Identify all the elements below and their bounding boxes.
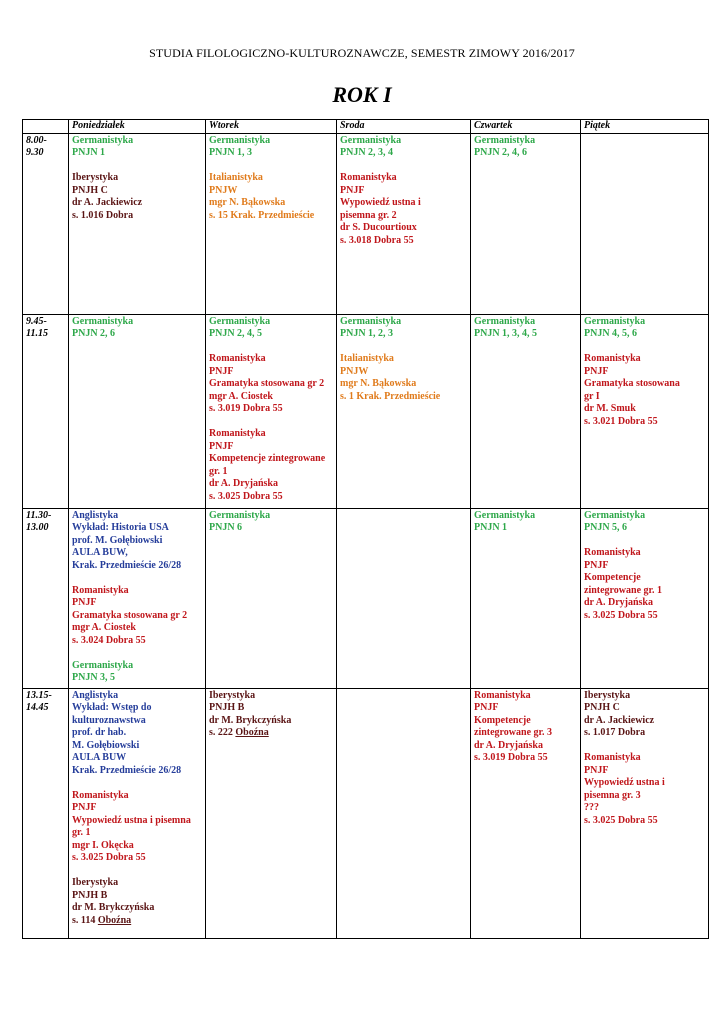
course-line: dr A. Jackiewicz [72,197,143,208]
class-cell [206,508,337,688]
course-line: Wykład: Wstęp do [72,702,152,713]
course-line: dr M. Brykczyńska [72,902,155,913]
class-cell [69,508,206,688]
day-header: Środa [337,120,471,134]
course-line: pisemna gr. 3 [584,789,641,801]
course-line: s. 1.017 Dobra [584,727,646,738]
course-line: prof. M. Gołębiowski [72,534,163,546]
course-line: Iberystyka [584,689,631,701]
class-cell [471,508,581,688]
course-line: Romanistyka [72,584,129,596]
course-line: dr A. Dryjańska [209,478,278,489]
class-cell [206,314,337,508]
course-line: kulturoznawstwa [72,714,146,726]
course-line: PNJN 2, 6 [72,328,116,339]
course-block [209,172,333,222]
course-line: pisemna gr. 2 [340,209,397,221]
class-cell [69,688,206,938]
course-line: s. 3.024 Dobra 55 [72,634,146,646]
course-block [584,690,705,740]
document-header: STUDIA FILOLOGICZNO-KULTUROZNAWCZE, SEMESTR ZIMOWY 2016/2017 [149,46,575,60]
course-line: PNJN 2, 4, 5 [209,328,263,339]
course-line: Germanistyka [474,134,536,146]
course-line: Krak. Przedmieście 26/28 [72,764,182,776]
course-line: s. 3.025 Dobra 55 [209,490,283,502]
course-block [474,316,577,341]
time-slot-label: 13.15- [26,689,52,701]
class-cell [581,508,709,688]
day-header: Piątek [581,120,709,134]
course-line: Wypowiedź ustna i pisemna [72,814,191,826]
course-line: Germanistyka [474,509,536,521]
course-line: mgr A. Ciostek [72,622,136,633]
time-slot-cell [23,133,69,314]
course-block [72,877,202,927]
course-block [209,428,333,503]
course-block [72,135,202,160]
course-line: Romanistyka [584,353,641,364]
course-block [584,316,705,341]
course-block [584,510,705,535]
course-line: Germanistyka [340,315,402,327]
course-block [340,172,467,247]
course-line: Romanistyka [340,172,397,183]
course-line: s. 114 Oboźna [72,914,132,926]
time-slot-label: 9.30 [26,147,44,158]
course-line: PNJF [474,702,499,713]
course-block [72,172,202,222]
course-line: prof. dr hab. [72,727,127,738]
course-block [584,547,705,622]
course-line: PNJF [209,440,234,452]
course-block [584,752,705,827]
course-line: PNJN 1, 2, 3 [340,328,394,339]
class-cell [206,688,337,938]
course-line: PNJN 6 [209,522,243,533]
course-line: PNJF [340,184,365,196]
course-line: mgr N. Bąkowska [340,378,417,389]
course-line: Wypowiedź ustna i [584,777,665,788]
course-line: s. 3.025 Dobra 55 [584,814,658,826]
course-block [72,690,202,778]
course-line: s. 15 Krak. Przedmieście [209,209,315,221]
course-line: Italianistyka [340,353,394,364]
class-cell [206,133,337,314]
course-line: PNJN 1 [72,147,106,158]
course-line: Gramatyka stosowana [584,378,680,389]
schedule-table [22,119,709,939]
class-cell [581,133,709,314]
course-line: PNJN 2, 3, 4 [340,147,394,158]
course-line: dr M. Smuk [584,403,636,414]
course-block [72,585,202,648]
time-slot-label: 9.45- [26,315,47,327]
schedule-row [23,314,709,508]
course-line: s. 1 Krak. Przedmieście [340,390,441,402]
course-line: mgr A. Ciostek [209,390,273,402]
course-line: Iberystyka [209,689,256,701]
course-line: PNJF [584,764,609,776]
day-header: Czwartek [471,120,581,134]
course-block [72,660,202,685]
time-slot-cell [23,314,69,508]
course-line: Wykład: Historia USA [72,522,169,533]
course-line: Gramatyka stosowana gr 2 [209,378,325,389]
course-block [209,510,333,535]
course-line: PNJF [72,802,97,813]
page-title: ROK I [332,82,392,107]
course-line: s. 3.025 Dobra 55 [72,852,146,863]
day-header: Wtorek [206,120,337,134]
course-line: dr A. Dryjańska [474,739,543,751]
course-line: Kompetencje [474,714,531,726]
course-block [584,353,705,428]
course-line: PNJH C [584,702,620,713]
course-line: AULA BUW [72,752,127,763]
day-header: Poniedziałek [69,120,206,134]
course-block [72,316,202,341]
course-line: s. 3.019 Dobra 55 [209,403,283,414]
class-cell [581,314,709,508]
course-line: PNJF [72,597,97,608]
course-line: s. 3.021 Dobra 55 [584,415,658,427]
course-line: mgr N. Bąkowska [209,197,286,208]
course-line: Italianistyka [209,172,263,183]
course-block [72,510,202,573]
course-line: PNJF [209,365,234,377]
course-line: PNJN 5, 6 [584,522,628,533]
course-block [209,353,333,416]
class-cell [471,133,581,314]
course-line: Germanistyka [209,509,271,521]
course-line: PNJN 3, 5 [72,672,116,683]
course-line: PNJH C [72,184,108,196]
course-line: PNJH B [72,889,108,901]
course-line: AULA BUW, [72,547,128,558]
course-line: s. 1.016 Dobra [72,209,134,221]
course-line: PNJW [209,184,238,196]
course-line: Romanistyka [584,547,641,558]
class-cell [337,314,471,508]
course-line: dr S. Ducourtioux [340,222,417,233]
course-line: Iberystyka [72,877,119,888]
course-line: zintegrowane gr. 3 [474,727,553,738]
course-block [340,316,467,341]
course-line: PNJF [584,365,609,377]
course-line: Germanistyka [72,134,134,146]
class-cell [69,314,206,508]
course-line: PNJN 1, 3, 4, 5 [474,328,538,339]
time-slot-label: 11.30- [26,509,52,521]
course-line: ??? [584,802,599,813]
course-block [474,690,577,765]
course-line: Germanistyka [209,315,271,327]
course-line: gr. 1 [72,827,91,838]
course-line: gr I [584,390,600,402]
time-slot-label: 13.00 [26,522,49,533]
course-line: Romanistyka [209,353,266,364]
schedule-row [23,133,709,314]
course-line: Germanistyka [584,509,646,521]
course-line: Kompetencje zintegrowane [209,453,326,464]
course-line: Kompetencje [584,572,641,583]
class-cell [69,133,206,314]
course-line: s. 3.018 Dobra 55 [340,234,414,246]
course-line: s. 3.019 Dobra 55 [474,752,548,763]
course-line: M. Gołębiowski [72,739,140,751]
course-block [209,316,333,341]
course-line: Gramatyka stosowana gr 2 [72,609,188,621]
time-slot-cell [23,688,69,938]
course-line: dr A. Dryjańska [584,597,653,608]
course-line: PNJN 4, 5, 6 [584,328,638,339]
course-line: s. 3.025 Dobra 55 [584,609,658,621]
course-line: Romanistyka [474,689,531,701]
course-line: Krak. Przedmieście 26/28 [72,559,182,571]
course-line: Anglistyka [72,689,119,701]
course-line: PNJN 1 [474,522,508,533]
class-cell [337,688,471,938]
class-cell [581,688,709,938]
course-line: Iberystyka [72,172,119,183]
header-row [23,120,709,134]
course-line: PNJH B [209,702,245,713]
schedule-row [23,508,709,688]
course-block [209,135,333,160]
time-slot-label: 14.45 [26,702,49,713]
time-header [23,120,69,134]
course-line: Germanistyka [72,315,134,327]
time-slot-label: 11.15 [26,328,48,339]
course-line: PNJF [584,559,609,571]
course-line: s. 222 Oboźna [209,727,269,738]
course-line: dr A. Jackiewicz [584,714,655,726]
course-line: PNJN 1, 3 [209,147,253,158]
course-line: Germanistyka [209,134,271,146]
course-block [474,135,577,160]
course-line: Germanistyka [340,134,402,146]
course-line: Wypowiedź ustna i [340,197,421,208]
course-line: Romanistyka [209,428,266,439]
course-line: dr M. Brykczyńska [209,714,292,726]
course-line: mgr I. Okęcka [72,839,134,851]
time-slot-cell [23,508,69,688]
course-line: Romanistyka [72,789,129,801]
course-line: gr. 1 [209,465,228,477]
time-slot-label: 8.00- [26,134,47,146]
course-line: Romanistyka [584,752,641,763]
course-line: Germanistyka [474,315,536,327]
schedule-row [23,688,709,938]
class-cell [471,314,581,508]
course-line: Anglistyka [72,509,119,521]
class-cell [337,133,471,314]
course-line: PNJN 2, 4, 6 [474,147,528,158]
course-line: Germanistyka [584,315,646,327]
course-block [474,510,577,535]
course-line: Germanistyka [72,659,134,671]
course-line: PNJW [340,365,369,377]
course-block [340,135,467,160]
class-cell [337,508,471,688]
class-cell [471,688,581,938]
course-block [72,790,202,865]
course-block [209,690,333,740]
course-block [340,353,467,403]
course-line: zintegrowane gr. 1 [584,584,663,596]
